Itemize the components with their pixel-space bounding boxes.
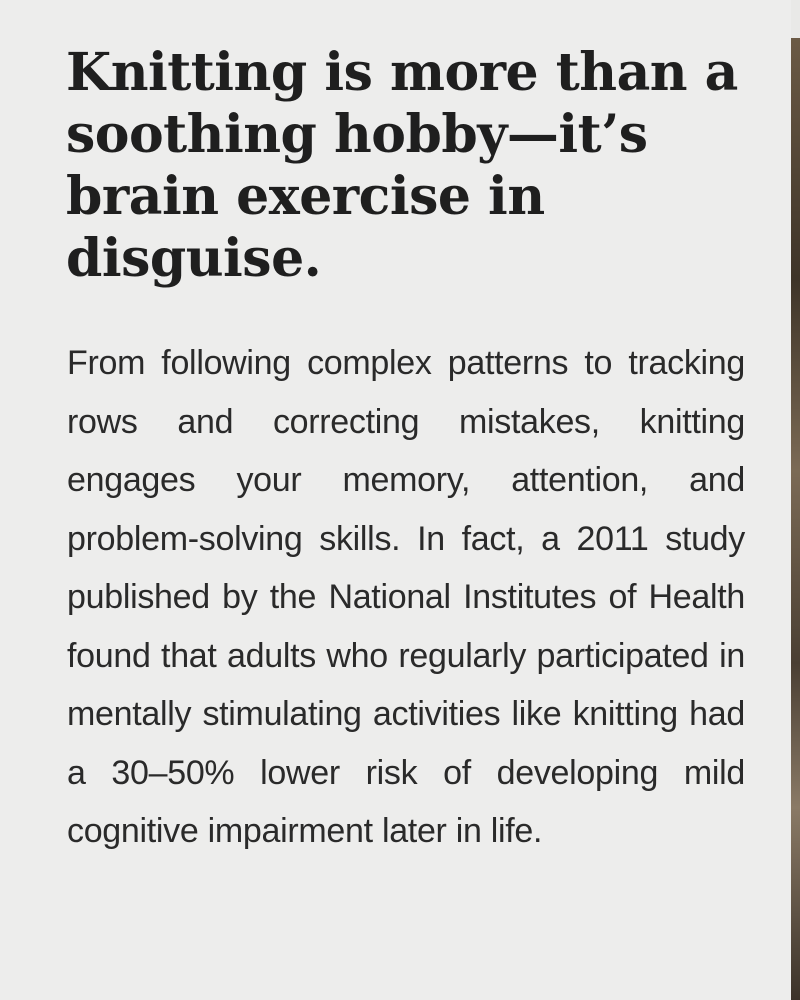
photo-edge-top — [791, 0, 800, 38]
article-body: From following complex patterns to tracking rows and correcting mistakes, knitting engages your memory, attention, and problem-solving skills. In fact, a 2011 study published by the National Institutes of Health found that adults who regularly participated in mentally stimulating activities like knitting had a 30–50% lower risk of developing mild cognitive impairment later in life. — [67, 344, 745, 850]
article-heading: Knitting is more than a soothing hobby—it’s brain exercise in disguise. — [66, 42, 738, 289]
photo-edge-strip — [791, 38, 800, 1000]
